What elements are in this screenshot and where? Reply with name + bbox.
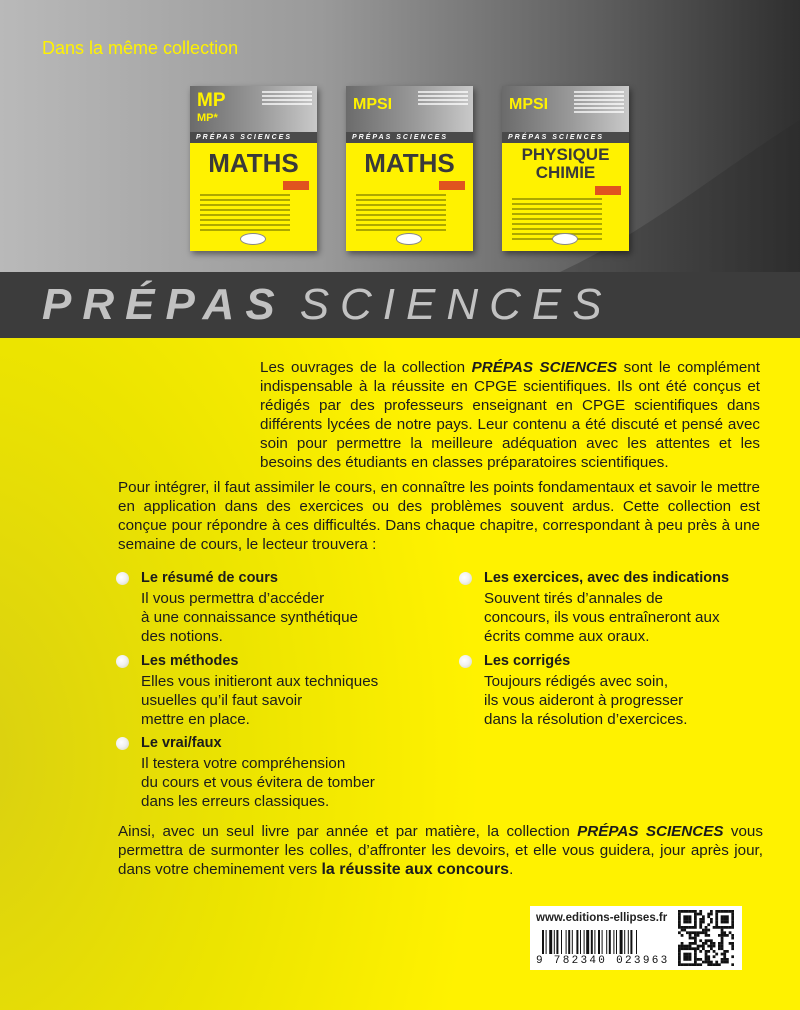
bullet-dot-icon [459,655,472,668]
book-title-line1: PHYSIQUE [521,145,610,164]
collection-label: Dans la même collection [42,38,239,58]
feature-title: Les exercices, avec des indications [484,570,730,586]
intro-text-end: sont le complément indispensable à la réussite en CPGE scientifiques. Ils ont été conçus et rédigés par des professeurs enseignant en CPGE scientifiques dans différents lycées de notre pays. Leur contenu a été discuté et pensé avec soin pour permettre la meilleure adéquation avec les attentes et les besoins des étudiants en classes préparatoires scientifiques. [260,359,760,471]
feature-body: Souvent tirés d’annales de concours, ils vous entraîneront aux écrits comme aux oraux. [484,590,720,645]
closing-paragraph [118,822,763,879]
publisher-logo [396,233,422,245]
book-level-secondary: MP* [197,112,218,124]
book-level: MPSI [353,96,393,113]
barcode-box [530,906,742,970]
book-series-band: PRÉPAS SCIENCES [502,132,629,143]
bullet-dot-icon [116,572,129,585]
book-edition-badge [595,186,621,195]
closing-text-start: Ainsi, avec un seul livre par année et par matière, la collection [118,823,578,840]
band-word-sciences: SCIENCES [299,280,613,329]
collection-band-title [42,280,613,330]
intro-text-start: Les ouvrages de la collection [260,359,472,376]
book-contents-list [356,194,446,231]
book-level: MP [197,90,226,111]
publisher-logo [240,233,266,245]
feature-title: Le vrai/faux [141,735,222,751]
closing-text-middle: vous permettra de surmonter les colles, d’affronter les devoirs, et elle vous guidera, jour après jour, dans votre cheminement vers [118,823,763,878]
feature-title: Les méthodes [141,653,239,669]
band-word-prepas: PRÉPAS [42,280,286,329]
book-title: MATHS [364,148,455,178]
barcode-icon [542,930,674,954]
book-series-band: PRÉPAS SCIENCES [190,132,317,143]
book-authors [574,91,624,113]
collection-band [0,272,800,338]
bullet-dot-icon [459,572,472,585]
book-cover-mpsi-physique-chimie[interactable] [502,86,629,251]
publisher-website[interactable]: www.editions-ellipses.fr [536,912,668,924]
bullet-dot-icon [116,737,129,750]
book-title-line2: CHIMIE [535,163,596,182]
book-cover-mp-maths[interactable] [190,86,317,251]
book-edition-badge [439,181,465,190]
intro-brand: PRÉPAS SCIENCES [471,359,618,376]
method-paragraph: Pour intégrer, il faut assimiler le cours, en connaître les points fondamentaux et savoir le mettre en application dans des exercices ou des problèmes souvent ardus. Cette collection est conçue pour répondre à ces difficultés. Dans chaque chapitre, correspondant à peu près à une semaine de cours, le lecteur trouvera : [118,479,760,553]
qr-code-icon [678,910,734,966]
feature-title: Les corrigés [484,653,571,669]
feature-body: Elles vous initieront aux techniques usuelles qu’il faut savoir mettre en place. [141,673,379,728]
book-authors [262,91,312,105]
feature-body: Il vous permettra d’accéder à une connaissance synthétique des notions. [141,590,359,645]
feature-body: Toujours rédigés avec soin, ils vous aideront à progresser dans la résolution d’exercices. [484,673,688,728]
book-title: MATHS [208,148,299,178]
intro-paragraph [260,358,760,472]
book-level: MPSI [509,96,549,113]
closing-brand: PRÉPAS SCIENCES [577,823,724,840]
book-contents-list [200,194,290,231]
publisher-logo [552,233,578,245]
isbn-number: 9 782340 023963 [536,955,670,967]
book-authors [418,91,468,105]
book-edition-badge [283,181,309,190]
closing-text-end: . [509,861,514,878]
feature-body: Il testera votre compréhension du cours et vous évitera de tomber dans les erreurs classiques. [141,755,375,810]
book-series-band: PRÉPAS SCIENCES [346,132,473,143]
book-cover-mpsi-maths[interactable] [346,86,473,251]
closing-highlight: la réussite aux concours [321,861,510,878]
bullet-dot-icon [116,655,129,668]
feature-title: Le résumé de cours [141,570,278,586]
